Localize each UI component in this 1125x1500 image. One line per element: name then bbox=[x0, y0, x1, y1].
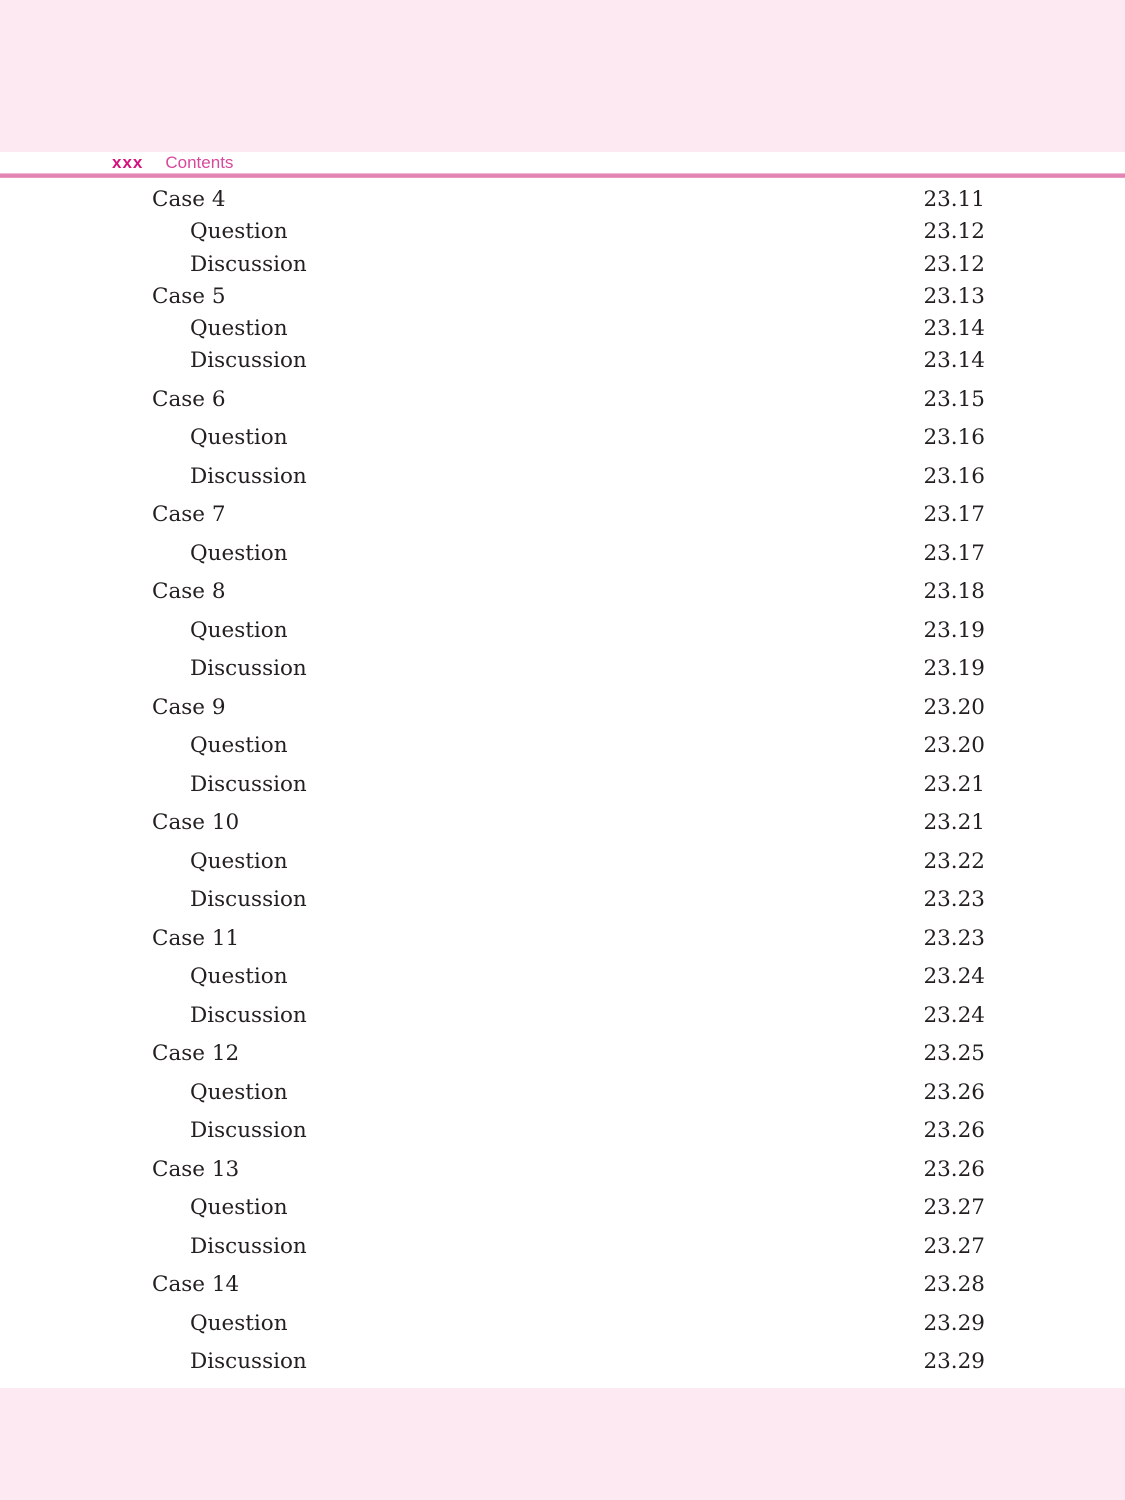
toc-page-number: 23.19 bbox=[923, 617, 985, 643]
toc-page-number: 23.17 bbox=[923, 502, 985, 528]
toc-page-number: 23.15 bbox=[923, 386, 985, 412]
toc-entry-label: Case 14 bbox=[152, 1272, 240, 1298]
toc-entry-label: Case 4 bbox=[152, 187, 226, 212]
toc-subentry-label: Question bbox=[190, 219, 288, 245]
toc-entry bbox=[152, 695, 985, 734]
toc-page-number: 23.27 bbox=[923, 1195, 985, 1221]
toc-page-number: 23.28 bbox=[923, 1272, 985, 1298]
toc-page-number: 23.24 bbox=[923, 1002, 985, 1028]
toc-entry bbox=[152, 810, 985, 849]
toc-entry bbox=[152, 1041, 985, 1080]
toc-subentry-label: Discussion bbox=[190, 1002, 307, 1028]
toc-subentry-label: Question bbox=[190, 1079, 288, 1105]
toc-entry-label: Case 10 bbox=[152, 810, 240, 836]
toc-subentry bbox=[152, 219, 985, 251]
toc-subentry bbox=[152, 1349, 985, 1388]
page-header bbox=[0, 152, 1125, 173]
toc-subentry bbox=[152, 772, 985, 811]
toc-page-number: 23.29 bbox=[923, 1349, 985, 1375]
toc-entry-label: Case 13 bbox=[152, 1156, 240, 1182]
toc-subentry-label: Discussion bbox=[190, 348, 307, 374]
toc-entry-label: Case 11 bbox=[152, 925, 240, 951]
toc-page-number: 23.20 bbox=[923, 694, 985, 720]
toc-subentry-label: Question bbox=[190, 1310, 288, 1336]
toc-subentry bbox=[152, 1234, 985, 1273]
toc-subentry-label: Discussion bbox=[190, 656, 307, 682]
toc-subentry-label: Discussion bbox=[190, 1349, 307, 1375]
toc-subentry-label: Discussion bbox=[190, 1233, 307, 1259]
toc-page-number: 23.26 bbox=[923, 1156, 985, 1182]
toc-entry bbox=[152, 1157, 985, 1196]
toc-subentry bbox=[152, 618, 985, 657]
toc-page-number: 23.19 bbox=[923, 656, 985, 682]
toc-page-number: 23.22 bbox=[923, 848, 985, 874]
toc-entry-label: Case 5 bbox=[152, 283, 226, 309]
toc-subentry bbox=[152, 541, 985, 580]
toc-subentry-label: Question bbox=[190, 425, 288, 451]
toc-entry bbox=[152, 926, 985, 965]
toc-entry-label: Case 12 bbox=[152, 1041, 240, 1067]
toc-page-number: 23.12 bbox=[923, 251, 985, 277]
toc-subentry-label: Question bbox=[190, 1195, 288, 1221]
toc-entry bbox=[152, 1272, 985, 1311]
toc-entry-label: Case 8 bbox=[152, 579, 226, 605]
toc-page-number: 23.17 bbox=[923, 540, 985, 566]
toc-entry bbox=[152, 579, 985, 618]
toc-subentry bbox=[152, 849, 985, 888]
toc-page-number: 23.26 bbox=[923, 1079, 985, 1105]
toc-page-number: 23.11 bbox=[923, 187, 985, 212]
toc-page-number: 23.29 bbox=[923, 1310, 985, 1336]
toc-subentry bbox=[152, 1080, 985, 1119]
toc-subentry-label: Question bbox=[190, 316, 288, 342]
toc-subentry-label: Question bbox=[190, 848, 288, 874]
toc-subentry-label: Question bbox=[190, 540, 288, 566]
toc-subentry-label: Discussion bbox=[190, 771, 307, 797]
toc-subentry bbox=[152, 656, 985, 695]
toc-entry-label: Case 9 bbox=[152, 694, 226, 720]
toc-page-number: 23.23 bbox=[923, 925, 985, 951]
toc-subentry bbox=[152, 1195, 985, 1234]
toc-page-number: 23.14 bbox=[923, 348, 985, 374]
toc-page-number: 23.25 bbox=[923, 1041, 985, 1067]
toc-subentry bbox=[152, 316, 985, 348]
toc-entry bbox=[152, 387, 985, 426]
toc-subentry-label: Discussion bbox=[190, 887, 307, 913]
toc-page-number: 23.24 bbox=[923, 964, 985, 990]
toc-subentry bbox=[152, 964, 985, 1003]
toc-entry-label: Case 7 bbox=[152, 502, 226, 528]
toc-page-number: 23.16 bbox=[923, 463, 985, 489]
bottom-pink-band bbox=[0, 1388, 1125, 1500]
toc-page-number: 23.14 bbox=[923, 316, 985, 342]
toc-page-number: 23.27 bbox=[923, 1233, 985, 1259]
toc-page-number: 23.23 bbox=[923, 887, 985, 913]
toc-page-number: 23.12 bbox=[923, 219, 985, 245]
toc-entry bbox=[152, 284, 985, 316]
toc-subentry bbox=[152, 252, 985, 284]
toc-page-number: 23.20 bbox=[923, 733, 985, 759]
toc-entry-label: Case 6 bbox=[152, 386, 226, 412]
toc-entry bbox=[152, 502, 985, 541]
toc-subentry-label: Discussion bbox=[190, 463, 307, 489]
section-title: Contents bbox=[165, 152, 234, 172]
toc-page-number: 23.21 bbox=[923, 771, 985, 797]
toc-subentry bbox=[152, 1003, 985, 1042]
toc-subentry bbox=[152, 348, 985, 380]
toc-subentry-label: Discussion bbox=[190, 1118, 307, 1144]
toc-page-number: 23.13 bbox=[923, 283, 985, 309]
toc-page-number: 23.18 bbox=[923, 579, 985, 605]
toc-subentry bbox=[152, 1118, 985, 1157]
page-number: xxx bbox=[112, 152, 144, 172]
toc-page-number: 23.21 bbox=[923, 810, 985, 836]
toc-subentry-label: Question bbox=[190, 964, 288, 990]
toc-subentry bbox=[152, 733, 985, 772]
table-of-contents bbox=[0, 178, 1125, 1388]
top-pink-band bbox=[0, 0, 1125, 152]
toc-subentry bbox=[152, 464, 985, 503]
toc-entry bbox=[152, 187, 985, 219]
toc-subentry-label: Question bbox=[190, 733, 288, 759]
toc-page-number: 23.26 bbox=[923, 1118, 985, 1144]
toc-subentry-label: Discussion bbox=[190, 251, 307, 277]
toc-subentry-label: Question bbox=[190, 617, 288, 643]
toc-page-number: 23.16 bbox=[923, 425, 985, 451]
toc-subentry bbox=[152, 887, 985, 926]
toc-subentry bbox=[152, 425, 985, 464]
toc-subentry bbox=[152, 1311, 985, 1350]
